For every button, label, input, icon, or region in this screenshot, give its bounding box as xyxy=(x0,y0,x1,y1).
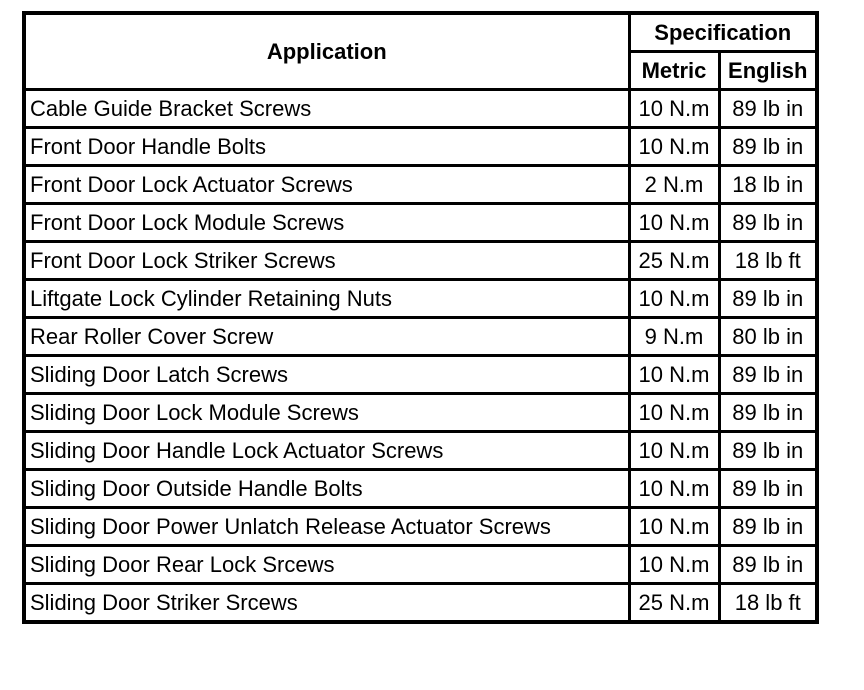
application-cell: Front Door Lock Actuator Screws xyxy=(24,166,629,204)
application-cell: Front Door Lock Striker Screws xyxy=(24,242,629,280)
table-body xyxy=(24,90,817,623)
table-row xyxy=(24,204,817,242)
table-row xyxy=(24,318,817,356)
metric-value-cell: 2 N.m xyxy=(629,166,719,204)
english-value-cell: 89 lb in xyxy=(719,432,817,470)
table-row xyxy=(24,546,817,584)
table-row xyxy=(24,394,817,432)
application-cell: Sliding Door Striker Srcews xyxy=(24,584,629,623)
english-value-cell: 89 lb in xyxy=(719,508,817,546)
metric-header: Metric xyxy=(629,52,719,90)
table-row xyxy=(24,166,817,204)
specification-header: Specification xyxy=(629,13,817,52)
metric-value-cell: 10 N.m xyxy=(629,470,719,508)
metric-value-cell: 9 N.m xyxy=(629,318,719,356)
metric-value-cell: 10 N.m xyxy=(629,90,719,128)
english-value-cell: 89 lb in xyxy=(719,280,817,318)
application-cell: Liftgate Lock Cylinder Retaining Nuts xyxy=(24,280,629,318)
english-value-cell: 18 lb ft xyxy=(719,584,817,623)
application-cell: Cable Guide Bracket Screws xyxy=(24,90,629,128)
english-value-cell: 89 lb in xyxy=(719,470,817,508)
english-value-cell: 89 lb in xyxy=(719,128,817,166)
table-row xyxy=(24,584,817,623)
metric-value-cell: 10 N.m xyxy=(629,508,719,546)
fastener-spec-table xyxy=(22,11,819,624)
metric-value-cell: 10 N.m xyxy=(629,356,719,394)
english-value-cell: 89 lb in xyxy=(719,546,817,584)
application-cell: Sliding Door Rear Lock Srcews xyxy=(24,546,629,584)
table-row xyxy=(24,356,817,394)
application-header: Application xyxy=(24,13,629,90)
english-value-cell: 89 lb in xyxy=(719,356,817,394)
table-row xyxy=(24,508,817,546)
table-row xyxy=(24,470,817,508)
application-cell: Front Door Lock Module Screws xyxy=(24,204,629,242)
metric-value-cell: 10 N.m xyxy=(629,546,719,584)
table-row xyxy=(24,128,817,166)
table-row xyxy=(24,242,817,280)
application-cell: Rear Roller Cover Screw xyxy=(24,318,629,356)
english-value-cell: 89 lb in xyxy=(719,90,817,128)
metric-value-cell: 10 N.m xyxy=(629,280,719,318)
application-cell: Sliding Door Outside Handle Bolts xyxy=(24,470,629,508)
metric-value-cell: 10 N.m xyxy=(629,394,719,432)
table-row xyxy=(24,432,817,470)
application-cell: Sliding Door Handle Lock Actuator Screws xyxy=(24,432,629,470)
table-header xyxy=(24,13,817,90)
application-cell: Sliding Door Power Unlatch Release Actuator Screws xyxy=(24,508,629,546)
english-value-cell: 18 lb in xyxy=(719,166,817,204)
english-value-cell: 89 lb in xyxy=(719,204,817,242)
metric-value-cell: 10 N.m xyxy=(629,432,719,470)
english-value-cell: 18 lb ft xyxy=(719,242,817,280)
table-row xyxy=(24,280,817,318)
application-cell: Front Door Handle Bolts xyxy=(24,128,629,166)
metric-value-cell: 10 N.m xyxy=(629,204,719,242)
english-header: English xyxy=(719,52,817,90)
application-cell: Sliding Door Latch Screws xyxy=(24,356,629,394)
english-value-cell: 89 lb in xyxy=(719,394,817,432)
table-row xyxy=(24,90,817,128)
metric-value-cell: 25 N.m xyxy=(629,242,719,280)
application-cell: Sliding Door Lock Module Screws xyxy=(24,394,629,432)
english-value-cell: 80 lb in xyxy=(719,318,817,356)
metric-value-cell: 10 N.m xyxy=(629,128,719,166)
metric-value-cell: 25 N.m xyxy=(629,584,719,623)
